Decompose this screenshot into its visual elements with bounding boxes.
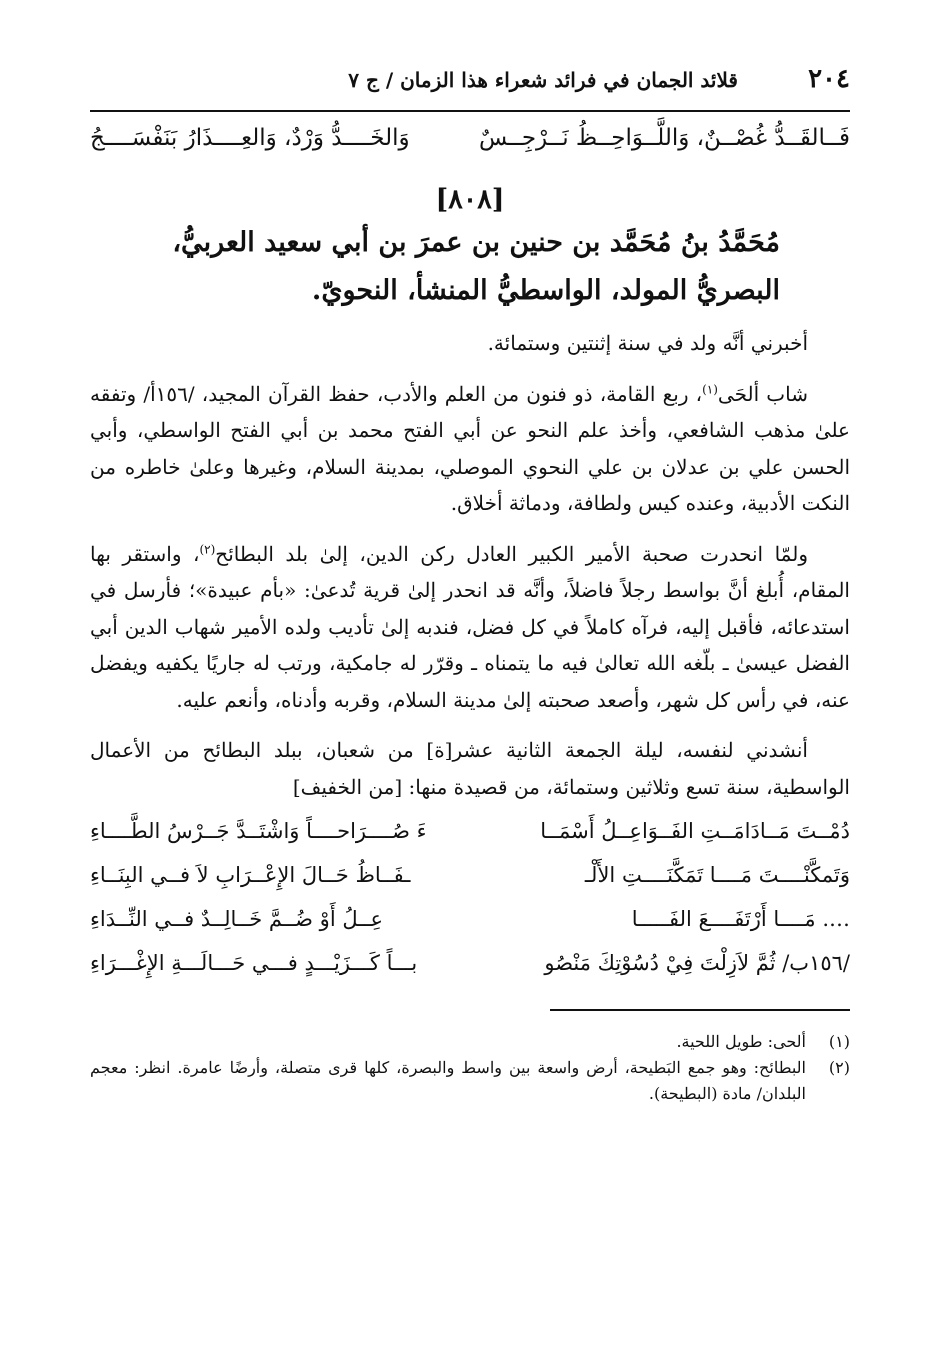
- footnote-number: (٢): [828, 1058, 850, 1077]
- entry-name-line: مُحَمَّدُ بنُ مُحَمَّد بن حنين بن عمرَ بن أبي سعيد العربيُّ،: [172, 227, 780, 258]
- entry-heading: [90, 219, 780, 315]
- verse-second-hemistich: عِــلُ أَوْ ضُــمَّ خَــالِــدٌ فــي النِّــدَاءِ: [90, 907, 384, 931]
- footnote-ref[interactable]: (١): [702, 381, 718, 396]
- book-page: [90, 58, 850, 1107]
- verse-first-hemistich: …. مَــــا أَرْتَفَــــعَ الفَـــــا: [631, 907, 850, 931]
- verse-line: [90, 897, 850, 941]
- verse-first-hemistich: وَتَمكَّنْــــتَ مَــــا تَمَكَّنَــــتِ الأَلْـ: [584, 863, 850, 887]
- verse-first-hemistich: دُمْــتَ مَــادَامَــتِ الفَــوَاعِــلُ أَسْمَــا: [540, 819, 850, 843]
- page-number: ٢٠٤: [808, 64, 850, 94]
- header-rule: [90, 110, 850, 112]
- entry-name-line: البصريُّ المولد، الواسطيُّ المنشأ، النحويّ.: [311, 275, 780, 306]
- poem: [90, 809, 850, 985]
- paragraph: أخبرني أنَّه ولد في سنة إثنتين وستمائة.: [487, 331, 808, 355]
- entry-number: [٨٠٨]: [435, 184, 505, 215]
- footnote-number: (١): [828, 1032, 850, 1051]
- verse-line: [90, 809, 850, 853]
- verse-second-hemistich: ـفَــاظُ حَــالَ الإِعْــرَابِ لاَ فــي البِنَــاءِ: [90, 863, 411, 887]
- paragraph: [90, 376, 850, 522]
- verse-second-hemistich: بـــاً كَـــزَيْـــدٍ فـــي حَـــالَـــةِ الإِغْـــرَاءِ: [90, 951, 418, 975]
- footnote-ref[interactable]: (٢): [199, 541, 216, 556]
- footnotes: [90, 1029, 850, 1107]
- paragraph-text: شاب ألحَى: [717, 381, 808, 406]
- paragraph-text: ، ربع القامة، ذو فنون من العلم والأدب، حفظ القرآن المجيد، /١٥٦أ/ وتفقه علىٰ مذهب الشافعي، وأخذ علم النحو عن أبي الفتح محمد بن أبي الفتح الواسطي، وأبي الحسن علي بن عدلان بن علي النحوي الموصلي، بمدينة السلام، وغيرها وعلىٰ خاطره من النكت الأدبية، وعنده كيس ولطافة، ودماثة أخلاق.: [90, 381, 850, 515]
- verse-line: [90, 853, 850, 897]
- footnote: [90, 1055, 850, 1107]
- footnote-text: البطائح: وهو جمع البَطيحة، أرض واسعة بين واسط والبصرة، كلها قرى متصلة، وأرضًا عامرة. انظر: معجم البلدان/ مادة (البطيحة).: [90, 1058, 806, 1103]
- verse-line: [90, 118, 850, 158]
- verse-line: [90, 941, 850, 985]
- verse-second-hemistich: وَالخَــــدُّ وَرْدٌ، وَالعِــــذَارُ بَنَفْسَــــجُ: [90, 125, 410, 151]
- paragraph: أنشدني لنفسه، ليلة الجمعة الثانية عشر[ة] من شعبان، ببلد البطائح من الأعمال الواسطية، سنة تسع وثلاثين وستمائة، من قصيدة منها: [من الخفيف]: [90, 738, 850, 799]
- footnote: [90, 1029, 850, 1055]
- paragraph-text: ، واستقر بها المقام، أُبلغ أنَّ بواسط رجلاً فاضلاً، وأنَّه قد انحدر إلىٰ قرية تُدعىٰ: «بأم عبيدة»؛ فأرسل في استدعائه، فأقبل إليه، فرآه كاملاً في كل فضل، فندبه إلىٰ تأديب ولده الأمير شهاب الدين أبي الفضل عيسىٰ ـ بلّغه الله تعالىٰ فيه ما يتمناه ـ وقرّر له جامكية، ورتب له جاريًا يكفيه ويفضل عنه، في رأس كل شهر، وأصعد صحبته إلىٰ مدينة السلام، وقربه وأدناه، وأنعم عليه.: [90, 541, 850, 712]
- paragraph-text: ولمّا انحدرت صحبة الأمير الكبير العادل ركن الدين، إلىٰ بلد البطائح: [215, 541, 808, 566]
- footnote-text: ألحى: طويل اللحية.: [676, 1032, 806, 1051]
- footnote-rule: [550, 1009, 850, 1011]
- verse-first-hemistich: فَــالقَــدُّ غُصْــنٌ، وَاللَّــوَاحِــظُ نَــرْجِــسٌ: [479, 125, 850, 151]
- verse-first-hemistich: /١٥٦ب/ ثُمَّ لاَزِلْتَ فِيْ دُسُوْتِكَ مَنْصُو: [544, 951, 850, 975]
- paragraph: [90, 536, 850, 719]
- verse-second-hemistich: ءَ صُــــرَاحــــاً وَاشْتَــدَّ جَــرْسُ الطَّــــاءِ: [90, 819, 427, 843]
- running-header: [90, 58, 850, 102]
- book-title: قلائد الجمان في فرائد شعراء هذا الزمان / ج ٧: [348, 68, 738, 92]
